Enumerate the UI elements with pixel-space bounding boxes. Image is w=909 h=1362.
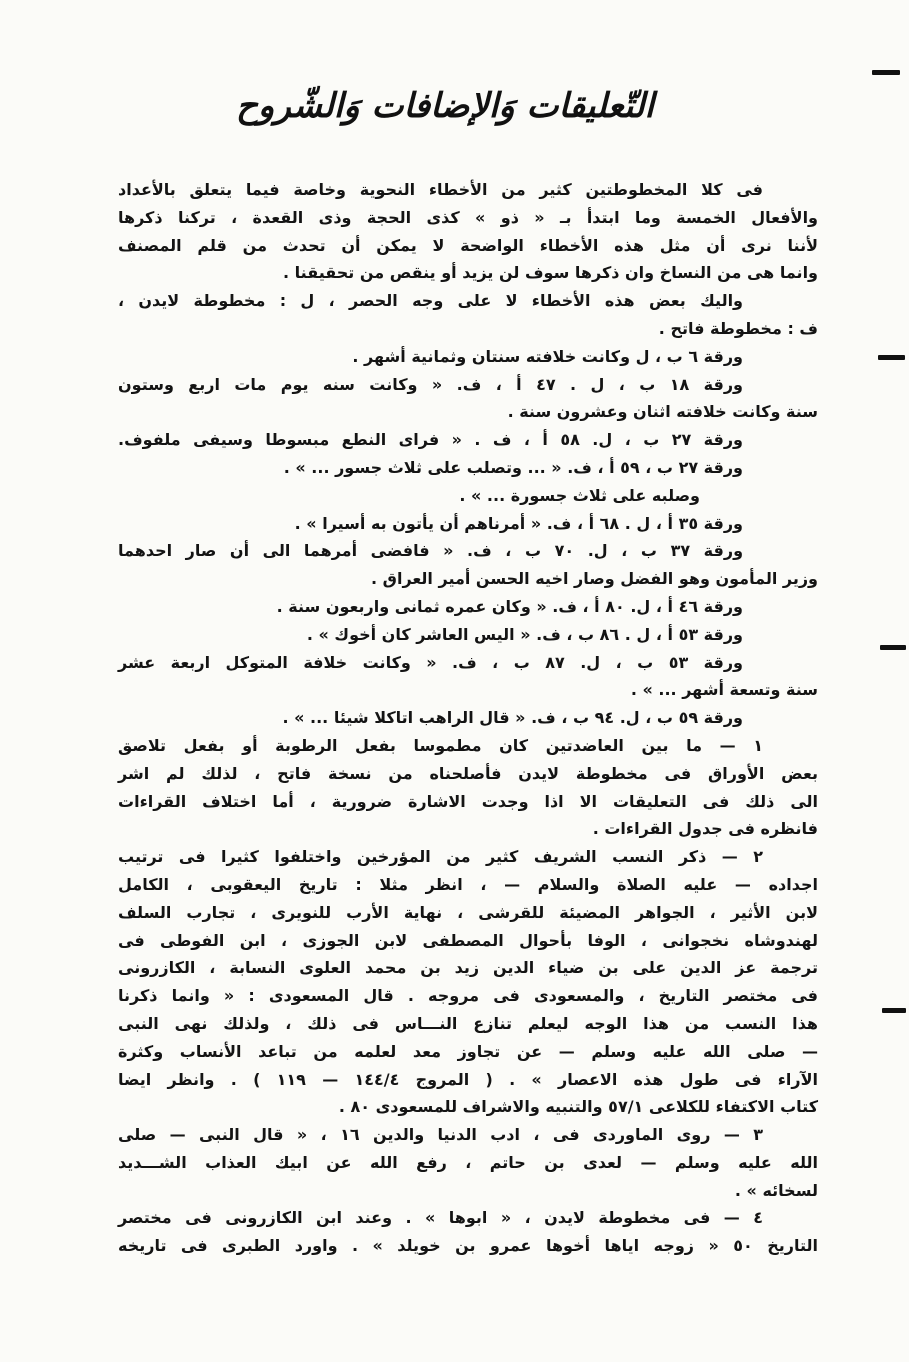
text-line: — صلى الله عليه وسلم — عن تجاوز معد لعلمه من تباعد الأنساب وكثرة — [118, 1041, 818, 1061]
text-line: لابن الأثير ، الجواهر المضيئة للقرشى ، نهاية الأرب للنويرى ، تجارب السلف — [118, 902, 818, 922]
text-line: وزير المأمون وهو الفضل وصار اخيه الحسن أمير العراق . — [371, 569, 818, 589]
text-line: وانما هى من النساخ وان ذكرها سوف لن يزيد أو ينقص من تحقيقنا . — [283, 263, 818, 283]
margin-mark — [880, 645, 906, 650]
text-line: بعض الأوراق فى مخطوطة لايدن فأصلحناه من نسخة فاتح ، لذلك لم اشر — [118, 763, 818, 783]
text-line: فى مختصر التاريخ ، والمسعودى فى مروجه . قال المسعودى : « وانما ذكرنا — [118, 986, 818, 1006]
text-line: ١ — ما بين العاضدتين كان مطموسا بفعل الرطوبة أو بفعل تلاصق — [118, 735, 763, 755]
text-line: كتاب الاكتفاء للكلاعى ٥٧/١ والتنبيه والاشراف للمسعودى ٨٠ . — [338, 1097, 818, 1117]
text-line: هذا النسب من هذا الوجه ليعلم تنازع النـــاس فى ذلك ، ولذلك نهى النبى — [118, 1013, 818, 1033]
text-line: والأفعال الخمسة وما ابتدأ بـ « ذو » كذى الحجة وذى القعدة ، تركنا ذكرها — [118, 207, 818, 227]
page-title: التّعليقات وَالإضافات وَالشّروح — [235, 86, 654, 126]
text-line: فى كلا المخطوطتين كثير من الأخطاء النحوية وخاصة فيما يتعلق بالأعداد — [118, 180, 763, 199]
text-line: ورقة ٥٣ أ ، ل . ٨٦ ب ، ف. « اليس العاشر كان أخوك » . — [306, 624, 743, 644]
body-text — [118, 176, 818, 1260]
text-line: الآراء فى طول هذه الاعصار » . ( المروج ١٤٤/٤ — ١١٩ ) . وانظر ايضا — [118, 1069, 819, 1089]
margin-mark — [882, 1008, 906, 1013]
text-line: الله عليه وسلم — لعدى بن حاتم ، رفع الله عن ابيك العذاب الشـــديد — [118, 1152, 818, 1172]
margin-mark — [872, 70, 900, 75]
text-line: سنة وكانت خلافته اثنان وعشرون سنة . — [507, 402, 818, 422]
text-line: ٢ — ذكر النسب الشريف كثير من المؤرخين واختلفوا كثيرا فى ترتيب — [118, 847, 763, 867]
text-line: فانظره فى جدول القراءات . — [592, 819, 818, 839]
text-line: ورقة ٥٣ ب ، ل. ٨٧ ب ، ف. « وكانت خلافة المتوكل اربعة عشر — [118, 652, 744, 672]
text-line: ٤ — فى مخطوطة لايدن ، « ابوها » . وعند ابن الكازرونى فى مختصر — [118, 1208, 763, 1228]
margin-mark — [878, 355, 905, 360]
text-line: التاريخ ٥٠ « زوجه اياها أخوها عمرو بن خويلد » . واورد الطبرى فى تاريخه — [118, 1236, 818, 1256]
text-line: ٣ — روى الماوردى فى ، ادب الدنيا والدين ١٦ ، « قال النبى — صلى — [118, 1125, 764, 1145]
text-line: لأننا نرى أن مثل هذه الأخطاء الواضحة لا يمكن أن تحدث من قلم المصنف — [118, 235, 818, 255]
text-line: ورقة ٦ ب ، ل وكانت خلافته سنتان وثمانية أشهر . — [352, 346, 743, 366]
text-line: ورقة ٣٥ أ ، ل . ٦٨ أ ، ف. « أمرناهم أن يأتون به أسيرا » . — [294, 513, 743, 533]
text-line: ف : مخطوطة فاتح . — [658, 318, 818, 338]
text-line: الى ذلك فى التعليقات الا اذا وجدت الاشارة ضرورية ، أما اختلاف القراءات — [118, 791, 818, 811]
text-line: ورقة ٢٧ ب ، ل. ٥٨ أ ، ف . « فراى النطع مبسوطا وسيفى ملفوف. — [118, 430, 743, 450]
text-line: اجداده — عليه الصلاة والسلام — ، انظر مثلا : تاريخ اليعقوبى ، الكامل — [118, 874, 818, 894]
text-line: سنة وتسعة أشهر ... » . — [630, 680, 818, 700]
text-line: لسخائه » . — [734, 1180, 818, 1200]
text-line: ورقة ٣٧ ب ، ل. ٧٠ ب ، ف. « فافضى أمرهما الى أن صار احدهما — [118, 541, 744, 561]
text-line: واليك بعض هذه الأخطاء لا على وجه الحصر ، ل : مخطوطة لايدن ، — [118, 291, 743, 311]
text-line: لهندوشاه نخجوانى ، الوفا بأحوال المصطفى لابن الجوزى ، ابن الفوطى فى — [118, 930, 818, 950]
text-line: ترجمة عز الدين على بن ضياء الدين زيد بن محمد العلوى النسابة ، الكازرونى — [118, 958, 818, 978]
text-line: ورقة ٥٩ ب ، ل. ٩٤ ب ، ف. « قال الراهب اتاكلا شيئا ... » . — [282, 708, 743, 728]
text-line: ورقة ٢٧ ب ، ٥٩ أ ، ف. « ... وتصلب على ثلاث جسور ... » . — [283, 457, 743, 477]
text-line: وصلبه على ثلاث جسورة ... » . — [459, 485, 700, 505]
text-line: ورقة ١٨ ب ، ل . ٤٧ أ ، ف. « وكانت سنه يوم مات اربع وستون — [118, 374, 744, 394]
text-line: ورقة ٤٦ أ ، ل. ٨٠ أ ، ف. « وكان عمره ثمانى واربعون سنة . — [276, 596, 743, 616]
